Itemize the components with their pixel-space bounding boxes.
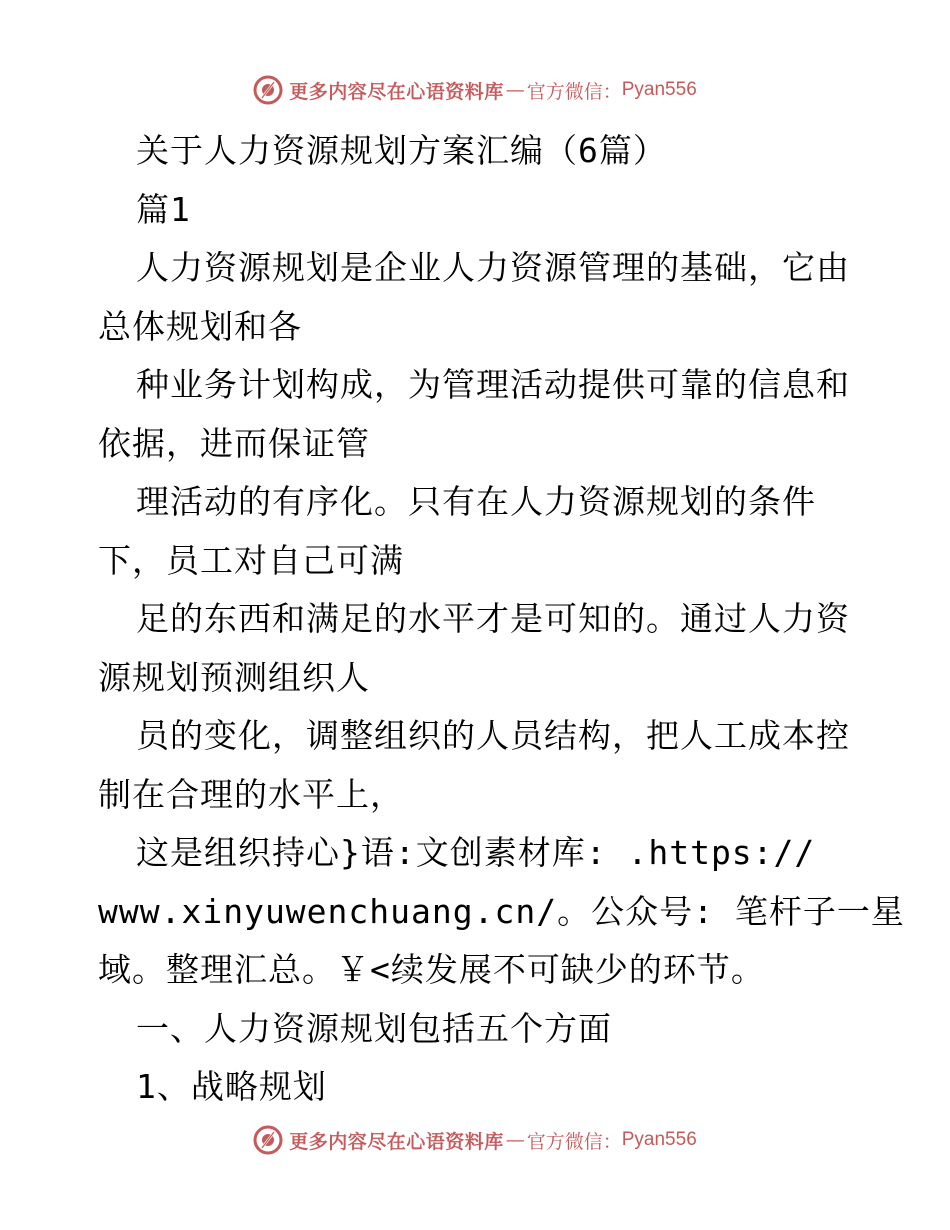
document-title: 关于人力资源规划方案汇编（6篇） <box>136 131 667 170</box>
document-body <box>98 122 905 1117</box>
paragraph-line: 足的东西和满足的水平才是可知的。通过人力资 <box>136 599 850 638</box>
banner-dash: — <box>505 1129 525 1151</box>
banner-wechat-id: Pyan556 <box>621 1129 697 1150</box>
paragraph-line: 总体规划和各 <box>98 306 302 346</box>
subsection-heading: 一、人力资源规划包括五个方面 <box>136 1008 612 1048</box>
paragraph-line: 人力资源规划是企业人力资源管理的基础，它由 <box>136 248 850 287</box>
banner-wechat-id: Pyan556 <box>621 79 697 100</box>
banner-wechat-label: 官方微信： <box>526 1130 622 1153</box>
paragraph-line: 理活动的有序化。只有在人力资源规划的条件 <box>136 482 816 521</box>
banner-text: 更多内容尽在心语资料库 <box>289 80 504 103</box>
brand-logo-icon <box>253 75 283 105</box>
paragraph-line: 制在合理的水平上， <box>98 774 404 814</box>
banner-wechat-label: 官方微信： <box>526 80 622 103</box>
paragraph-line: 依据，进而保证管 <box>98 423 370 463</box>
banner-dash: — <box>505 79 525 101</box>
paragraph-line: 这是组织持心}语:文创素材库: .https:// <box>136 833 816 872</box>
brand-logo-icon <box>253 1125 283 1155</box>
paragraph-line: 域。整理汇总。￥<续发展不可缺少的环节。 <box>98 950 765 989</box>
subsection-heading: 1、战略规划 <box>136 1067 327 1106</box>
paragraph-line: 员的变化，调整组织的人员结构，把人工成本控 <box>136 716 850 755</box>
header-banner <box>0 70 950 110</box>
paragraph-line: 种业务计划构成，为管理活动提供可靠的信息和 <box>136 365 850 404</box>
section-heading: 篇1 <box>136 189 191 229</box>
paragraph-line: www.xinyuwenchuang.cn/。公众号: 笔杆子一星 <box>98 891 905 931</box>
paragraph-line: 下，员工对自己可满 <box>98 540 404 580</box>
banner-text: 更多内容尽在心语资料库 <box>289 1130 504 1153</box>
paragraph-line: 源规划预测组织人 <box>98 657 370 697</box>
footer-banner <box>0 1120 950 1160</box>
